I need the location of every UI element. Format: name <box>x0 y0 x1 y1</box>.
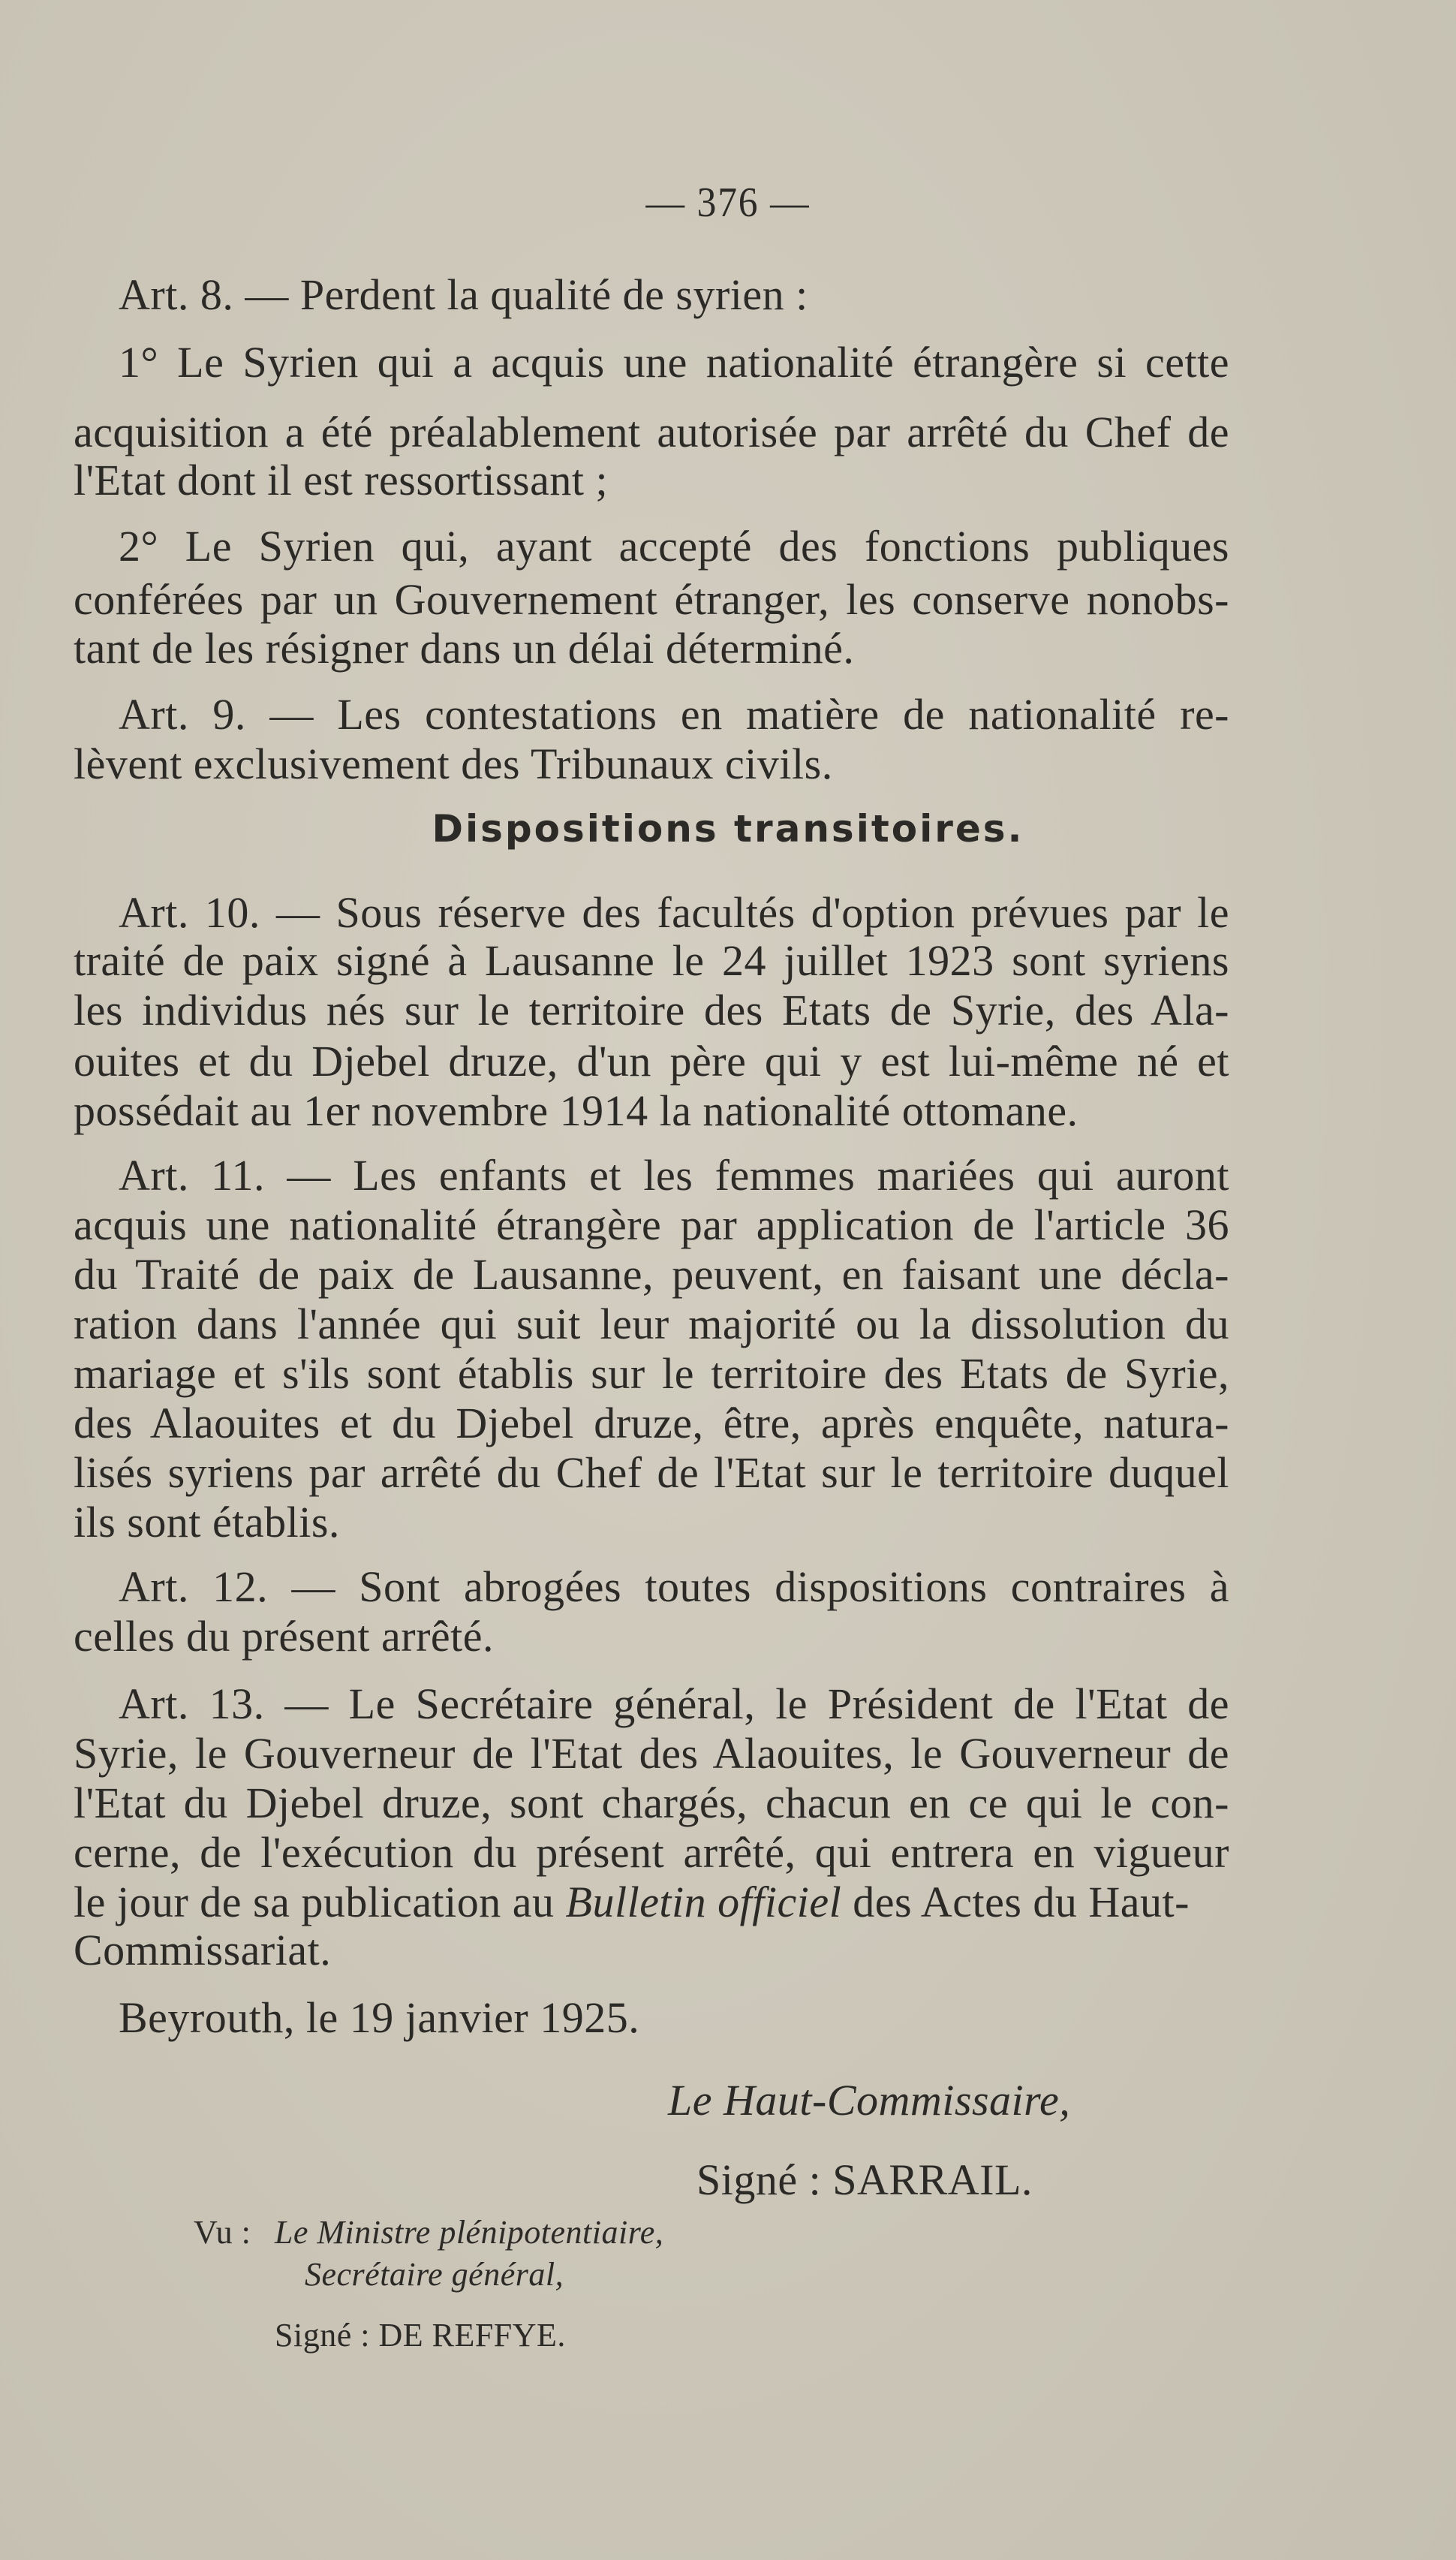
text-line: ration dans l'année qui suit leur majorité ou la dissolution du <box>74 1300 1229 1348</box>
text-line: Art. 11. — Les enfants et les femmes mariées qui auront <box>119 1151 1229 1200</box>
text-line: lèvent exclusivement des Tribunaux civils. <box>74 739 833 788</box>
text-line: Art. 10. — Sous réserve des facultés d'option prévues par le <box>119 888 1229 937</box>
bulletin-title: Bulletin officiel <box>565 1878 842 1926</box>
text-fragment: des Actes du Haut- <box>853 1878 1190 1926</box>
text-line: 1° Le Syrien qui a acquis une nationalité étrangère si cette <box>119 338 1229 387</box>
text-line: Commissariat. <box>74 1926 332 1974</box>
text-line: l'Etat du Djebel druze, sont chargés, chacun en ce qui le con- <box>74 1778 1229 1827</box>
text-line: celles du présent arrêté. <box>74 1612 494 1661</box>
text-line: ouites et du Djebel druze, d'un père qui y est lui-même né et <box>74 1037 1229 1086</box>
text-line: acquisition a été préalablement autorisée par arrêté du Chef de <box>74 408 1229 456</box>
section-heading: Dispositions transitoires. <box>432 807 1024 851</box>
text-line: traité de paix signé à Lausanne le 24 juillet 1923 sont syriens <box>74 936 1229 985</box>
text-line: les individus nés sur le territoire des Etats de Syrie, des Ala- <box>74 986 1229 1035</box>
text-line: cerne, de l'exécution du présent arrêté, qui entrera en vigueur <box>74 1828 1229 1877</box>
text-line: ils sont établis. <box>74 1498 340 1547</box>
text-line: Art. 13. — Le Secrétaire général, le Président de l'Etat de <box>119 1679 1229 1728</box>
visa-subtitle: Secrétaire général, <box>305 2256 564 2293</box>
text-line: lisés syriens par arrêté du Chef de l'Etat sur le territoire duquel <box>74 1448 1229 1497</box>
text-line-mixed <box>74 1875 1229 1929</box>
text-line: acquis une nationalité étrangère par application de l'article 36 <box>74 1200 1229 1249</box>
page-number: — 376 — <box>645 179 811 226</box>
date-line: Beyrouth, le 19 janvier 1925. <box>119 1993 640 2042</box>
text-fragment: le jour de sa publication au <box>74 1878 555 1926</box>
signatory-signed: Signé : SARRAIL. <box>696 2155 1033 2204</box>
text-line: possédait au 1er novembre 1914 la nationalité ottomane. <box>74 1086 1078 1135</box>
text-line: l'Etat dont il est ressortissant ; <box>74 456 609 504</box>
text-line: Art. 8. — Perdent la qualité de syrien : <box>119 270 808 319</box>
text-line: mariage et s'ils sont établis sur le territoire des Etats de Syrie, <box>74 1349 1229 1398</box>
text-line: des Alaouites et du Djebel druze, être, après enquête, natura- <box>74 1399 1229 1447</box>
text-line: 2° Le Syrien qui, ayant accepté des fonctions publiques <box>119 522 1229 571</box>
text-line: conférées par un Gouvernement étranger, les conserve nonobs- <box>74 575 1229 624</box>
text-line: tant de les résigner dans un délai déterminé. <box>74 624 855 673</box>
text-line: du Traité de paix de Lausanne, peuvent, en faisant une décla- <box>74 1250 1229 1299</box>
text-line: Art. 12. — Sont abrogées toutes dispositions contraires à <box>119 1562 1229 1611</box>
visa-title: Le Ministre plénipotentiaire, <box>274 2214 664 2251</box>
visa-prefix: Vu : <box>194 2214 251 2251</box>
text-line: Art. 9. — Les contestations en matière de nationalité re- <box>119 690 1229 739</box>
visa-signed: Signé : DE REFFYE. <box>275 2317 566 2354</box>
signatory-title: Le Haut-Commissaire, <box>668 2076 1071 2125</box>
text-line: Syrie, le Gouverneur de l'Etat des Alaouites, le Gouverneur de <box>74 1729 1229 1778</box>
